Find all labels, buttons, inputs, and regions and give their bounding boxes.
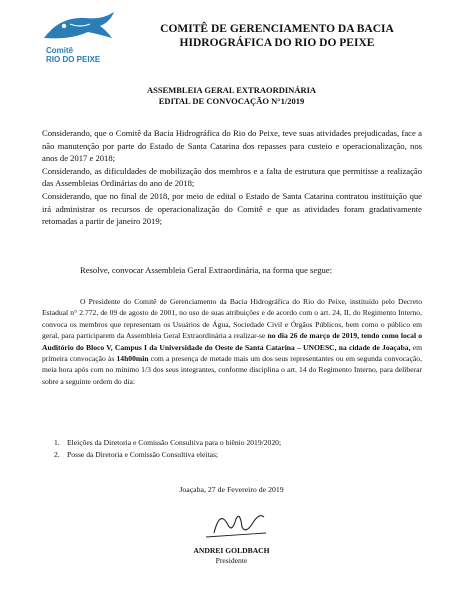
document-title-line-1: ASSEMBLEIA GERAL EXTRAORDINÁRIA: [146, 85, 317, 95]
agenda-item-number: 1.: [54, 438, 60, 447]
logo-text: [46, 46, 126, 64]
place-date-line: Joaçaba, 27 de Fevereiro de 2019: [179, 485, 284, 494]
committee-header-title: [132, 22, 422, 50]
consideration-paragraph: Considerando, as dificuldades de mobilização dos membros e a falta de estrutura que permitisse a realização das Assembleias Ordinárias do ano de 2018;: [42, 165, 422, 189]
agenda-item-number: 2.: [54, 449, 60, 459]
handwritten-signature: [200, 503, 270, 543]
agenda-item: [54, 449, 414, 461]
convocation-paragraph: [42, 296, 422, 387]
header-title-line-1: COMITÊ DE GERENCIAMENTO DA BACIA: [160, 23, 394, 35]
agenda-item-text: Eleições da Diretoria e Comissão Consultiva para o biênio 2019/2020;: [67, 438, 282, 447]
document-title-line-2: EDITAL DE CONVOCAÇÃO N°1/2019: [158, 95, 305, 106]
body-text-part-5: com a presença de metade mais um dos seus representantes ou em segunda convocação, meia hora após com no mínimo 1/3 dos seus integrantes, conforme disciplina o art. 14 do Regimento Interno, para deliberar sobre a seguinte ordem do dia:: [42, 354, 422, 386]
consideration-paragraph: Considerando, que no final de 2018, por meio de edital o Estado de Santa Catarina contratou instituição que irá administrar os recursos de operacionalização do Comitê e que as atividades foram gradativamente retomadas a partir de janeiro 2019;: [42, 190, 422, 227]
logo-line-2: RIO DO PEIXE: [46, 55, 101, 64]
body-text-part-1: O Presidente do Comitê de Gerenciamento da Bacia Hidrográfica do Rio do Peixe, instituído pelo Decreto Estadual n° 2.772, de 09 de agosto de 2001, no uso de suas atribuições e de acordo com o art. 24, II, do Regimento Interno, convoca os membros que representam os Usuários de Água, Sociedade Civil e Órgãos Públicos, bem como o público em geral, para participarem da Assembleia Geral Extraordinária a realizar-se: [42, 297, 422, 341]
signatory-name: ANDREI GOLDBACH: [193, 546, 270, 555]
header-title-line-2: HIDROGRÁFICA DO RIO DO PEIXE: [179, 37, 375, 49]
meeting-date-location: no dia 26 de março de 2019, tendo como local o Auditório do Bloco V, Campus I da Universidade do Oeste de Santa Catarina – UNOESC, na cidade de Joaçaba,: [42, 331, 422, 352]
signatory-role: Presidente: [215, 556, 248, 565]
agenda-item: [54, 437, 414, 449]
agenda-item-text: Posse da Diretoria e Comissão Consultiva eleitas;: [67, 449, 219, 459]
committee-logo: [40, 8, 124, 70]
considerations-block: [42, 127, 422, 228]
meeting-time: 14h00min: [116, 354, 149, 364]
logo-line-1: Comitê: [46, 46, 74, 55]
body-text-part-3: em primeira convocação às: [42, 342, 422, 364]
agenda-list: [54, 437, 414, 460]
consideration-paragraph: Considerando, que o Comitê da Bacia Hidrográfica do Rio do Peixe, teve suas atividades prejudicadas, face a não manutenção por parte do Estado de Santa Catarina dos repasses para custeio e operacionalização, nos anos de 2017 e 2018;: [42, 128, 422, 164]
resolve-statement: Resolve, convocar Assembleia Geral Extraordinária, na forma que segue:: [80, 265, 332, 275]
fish-logo-icon: [40, 8, 124, 48]
document-title: [0, 85, 463, 106]
